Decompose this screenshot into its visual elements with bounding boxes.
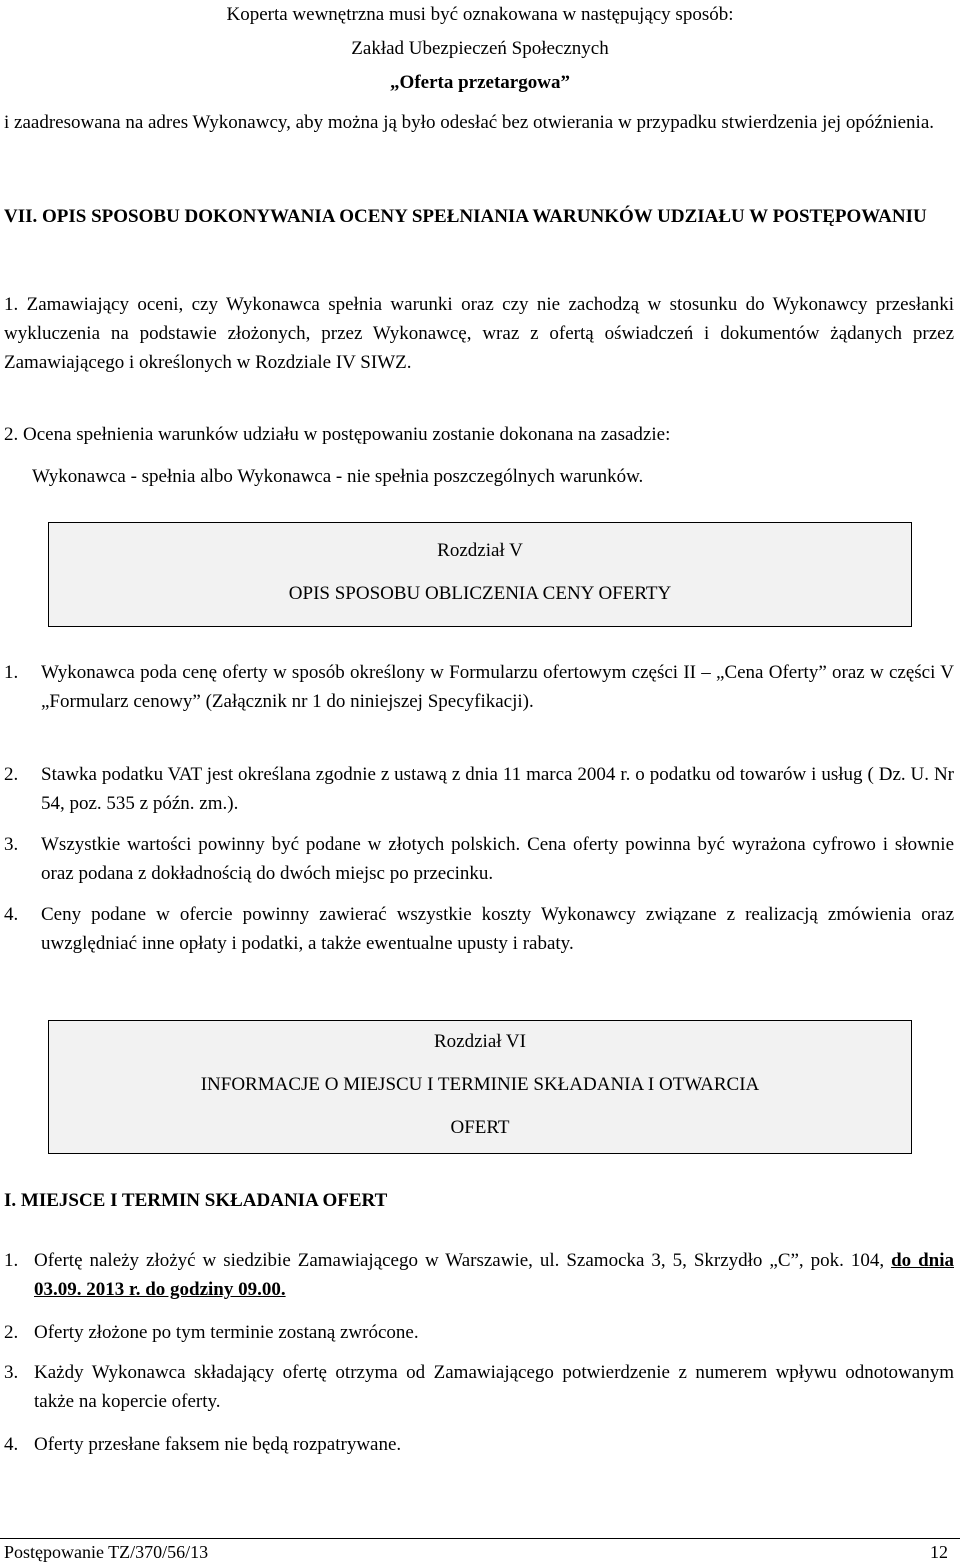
item-text: Oferty złożone po tym terminie zostaną zwrócone. — [34, 1322, 419, 1343]
section-7-paragraph-1: 1. Zamawiający oceni, czy Wykonawca spełnia warunki oraz czy nie zachodzą w stosunku do Wykonawcy przesłanki wykluczenia na podstawie złożonych, przez Wykonawcę, wraz z ofertą oświadczeń i dokumentów żądanych przez Zamawiającego i określonych w Rozdziale IV SIWZ. — [4, 294, 954, 373]
item-number: 4. — [4, 904, 19, 925]
item-text: Wykonawca poda cenę oferty w sposób określony w Formularzu ofertowym części II – „Cena Oferty” oraz w części V „Formularz cenowy” (Załącznik nr 1 do niniejszej Specyfikacji). — [41, 662, 954, 712]
chapter-5-title: Rozdział V — [437, 540, 523, 561]
chapter-5-subtitle: OPIS SPOSOBU OBLICZENIA CENY OFERTY — [288, 583, 672, 604]
item-text — [34, 1246, 954, 1304]
item-number: 3. — [4, 834, 19, 855]
chapter-5-box — [48, 522, 912, 627]
item-1-text: Ofertę należy złożyć w siedzibie Zamawiającego w Warszawie, ul. Szamocka 3, 5, Skrzydło „C”, pok. 104, — [34, 1250, 892, 1271]
item-number: 2. — [4, 764, 19, 785]
item-number: 2. — [4, 1322, 19, 1343]
chapter-5-item-4 — [4, 900, 954, 958]
chapter-6-subtitle-line-2: OFERT — [450, 1117, 510, 1138]
item-text: Wszystkie wartości powinny być podane w złotych polskich. Cena oferty powinna być wyrażona cyfrowo i słownie oraz podana z dokładnością do dwóch miejsc po przecinku. — [41, 834, 954, 884]
chapter-5-item-2 — [4, 760, 954, 818]
section-7-paragraph-2: 2. Ocena spełnienia warunków udziału w postępowaniu zostanie dokonana na zasadzie: — [4, 424, 671, 445]
section-7-paragraph-3: Wykonawca - spełnia albo Wykonawca - nie spełnia poszczególnych warunków. — [32, 466, 644, 487]
item-number: 1. — [4, 1250, 19, 1271]
section-7-heading: VII. OPIS SPOSOBU DOKONYWANIA OCENY SPEŁNIANIA WARUNKÓW UDZIAŁU W POSTĘPOWANIU — [4, 206, 927, 227]
page-number: 12 — [930, 1542, 948, 1562]
item-text: Oferty przesłane faksem nie będą rozpatrywane. — [34, 1434, 402, 1455]
chapter-6-title: Rozdział VI — [434, 1031, 526, 1052]
section-1-item-2 — [4, 1318, 954, 1347]
item-text: Stawka podatku VAT jest określana zgodnie z ustawą z dnia 11 marca 2004 r. o podatku od towarów i usług ( Dz. U. Nr 54, poz. 535 z późn. zm.). — [41, 764, 954, 814]
section-1-item-3 — [4, 1358, 954, 1416]
intro-paragraph: i zaadresowana na adres Wykonawcy, aby można ją było odesłać bez otwierania w przypadku stwierdzenia jej opóźnienia. — [4, 112, 935, 133]
item-text: Ceny podane w ofercie powinny zawierać wszystkie koszty Wykonawcy związane z realizacją zmówienia oraz uwzględniać inne opłaty i podatki, a także ewentualne upusty i rabaty. — [41, 904, 954, 954]
section-1-heading: I. MIEJSCE I TERMIN SKŁADANIA OFERT — [4, 1190, 388, 1211]
intro-line-3: „Oferta przetargowa” — [390, 72, 570, 93]
section-1-item-1 — [4, 1246, 954, 1304]
section-1-item-4 — [4, 1430, 954, 1459]
intro-line-2: Zakład Ubezpieczeń Społecznych — [351, 38, 609, 59]
footer-reference: Postępowanie TZ/370/56/13 — [4, 1542, 209, 1562]
item-number: 3. — [4, 1362, 19, 1383]
submission-deadline: do dnia 03.09. 2013 r. do godziny 09.00. — [34, 1250, 955, 1300]
intro-line-1: Koperta wewnętrzna musi być oznakowana w następujący sposób: — [226, 4, 734, 25]
chapter-6-box — [48, 1020, 912, 1154]
chapter-5-item-1 — [4, 658, 954, 716]
chapter-5-item-3 — [4, 830, 954, 888]
chapter-6-subtitle-line-1: INFORMACJE O MIEJSCU I TERMINIE SKŁADANIA I OTWARCIA — [200, 1074, 760, 1095]
item-number: 1. — [4, 662, 19, 683]
item-text: Każdy Wykonawca składający ofertę otrzyma od Zamawiającego potwierdzenie z numerem wpływu odnotowanym także na kopercie oferty. — [34, 1362, 954, 1412]
item-number: 4. — [4, 1434, 19, 1455]
